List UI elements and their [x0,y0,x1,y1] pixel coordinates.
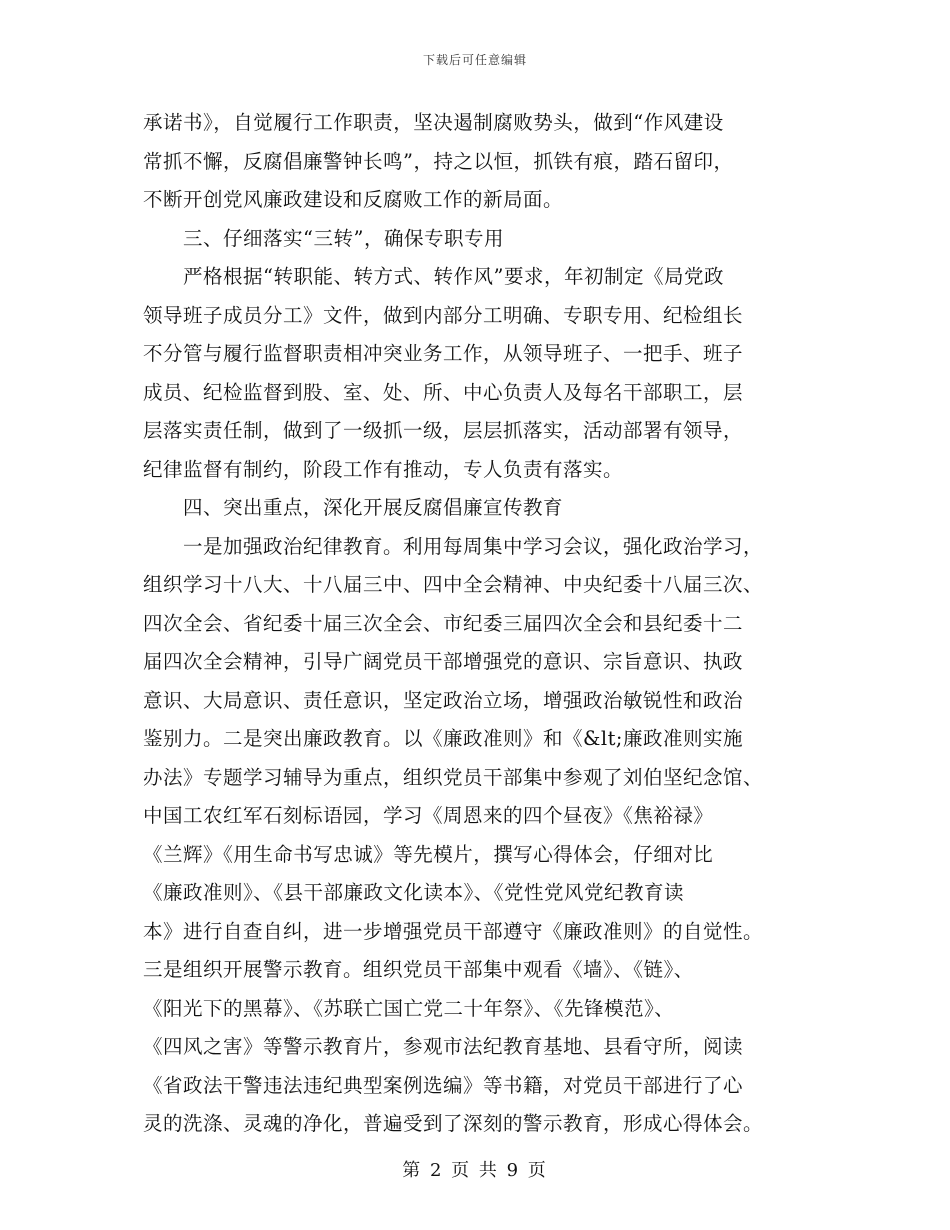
document-body [143,104,813,1144]
text-line: 成员、纪检监督到股、室、处、所、中心负责人及每名干部职工，层 [143,380,744,404]
text-line: 中国工农红军石刻标语园，学习《周恩来的四个昼夜》《焦裕禄》 [143,804,714,827]
text-line: 四、突出重点，深化开展反腐倡廉宣传教育 [183,496,564,519]
text-line: 一是加强政治纪律教育。利用每周集中学习会议，强化政治学习， [183,534,764,558]
text-line: 领导班子成员分工》文件，做到内部分工明确、专职专用、纪检组长 [143,303,744,327]
text-line: 四次全会、省纪委十届三次全会、市纪委三届四次全会和县纪委十二 [143,611,744,635]
text-line: 《省政法干警违法违纪典型案例选编》等书籍，对党员干部进行了心 [143,1073,744,1097]
text-line: 承诺书》，自觉履行工作职责，坚决遏制腐败势头，做到“作风建设 [143,111,724,134]
text-line: 本》进行自查自纠，进一步增强党员干部遵守《廉政准则》的自觉性。 [143,919,764,943]
text-line: 常抓不懈，反腐倡廉警钟长鸣”，持之以恒，抓铁有痕，踏石留印， [143,149,734,173]
text-line: 三、仔细落实“三转”，确保专职专用 [183,226,504,250]
text-line: 办法》专题学习辅导为重点，组织党员干部集中参观了刘伯坚纪念馆、 [143,765,764,789]
text-line: 《四风之害》等警示教育片，参观市法纪教育基地、县看守所，阅读 [143,1035,744,1058]
text-line: 纪律监督有制约，阶段工作有推动，专人负责有落实。 [143,457,624,481]
page-number: 第 2 页 共 9 页 [402,1160,548,1181]
text-line: 《兰辉》《用生命书写忠诚》等先模片，撰写心得体会，仔细对比 [143,842,714,866]
text-line: 组织学习十八大、十八届三中、四中全会精神、中央纪委十八届三次、 [143,573,764,596]
text-line: 不分管与履行监督职责相冲突业务工作，从领导班子、一把手、班子 [143,342,744,365]
text-line: 鉴别力。二是突出廉政教育。以《廉政准则》和《&lt;廉政准则实施 [143,727,744,750]
text-line: 意识、大局意识、责任意识，坚定政治立场，增强政治敏锐性和政治 [143,688,744,712]
text-line: 三是组织开展警示教育。组织党员干部集中观看《墙》、《链》、 [143,958,694,981]
text-line: 届四次全会精神，引导广阔党员干部增强党的意识、宗旨意识、执政 [143,650,744,673]
text-line: 严格根据“转职能、转方式、转作风”要求，年初制定《局党政 [183,265,724,288]
text-line: 《阳光下的黑幕》、《苏联亡国亡党二十年祭》、《先锋模范》、 [143,996,675,1020]
text-line: 不断开创党风廉政建设和反腐败工作的新局面。 [143,188,564,211]
text-line: 层落实责任制，做到了一级抓一级，层层抓落实，活动部署有领导， [143,419,744,442]
text-line: 灵的洗涤、灵魂的净化，普遍受到了深刻的警示教育，形成心得体会。 [143,1112,764,1135]
text-line: 《廉政准则》、《县干部廉政文化读本》、《党性党风党纪教育读 [143,881,685,904]
page-header: 下载后可任意编辑 [422,53,527,67]
